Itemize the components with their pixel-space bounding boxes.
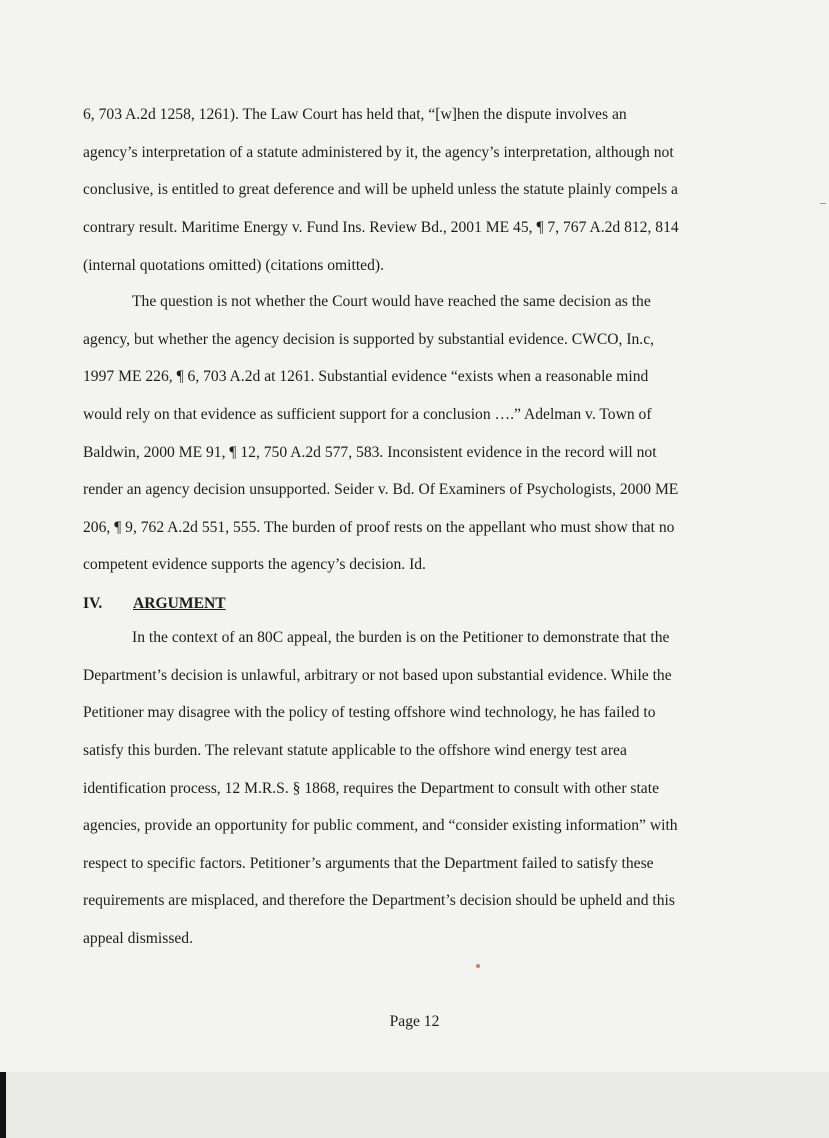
text-line: Petitioner may disagree with the policy of testing offshore wind technology, he has failed to xyxy=(83,704,656,721)
text-line: agency’s interpretation of a statute administered by it, the agency’s interpretation, although not xyxy=(83,144,674,161)
text-line: 206, ¶ 9, 762 A.2d 551, 555. The burden of proof rests on the appellant who must show that no xyxy=(83,519,675,536)
text-line: agencies, provide an opportunity for public comment, and “consider existing information” with xyxy=(83,817,678,834)
section-number: IV. xyxy=(83,595,103,612)
scan-speck xyxy=(476,964,480,968)
text-line: render an agency decision unsupported. Seider v. Bd. Of Examiners of Psychologists, 2000 ME xyxy=(83,481,679,498)
text-line: respect to specific factors. Petitioner’s arguments that the Department failed to satisfy these xyxy=(83,855,654,872)
section-heading xyxy=(83,594,226,614)
text-line: requirements are misplaced, and therefore the Department’s decision should be upheld and this xyxy=(83,892,675,909)
text-line: satisfy this burden. The relevant statute applicable to the offshore wind energy test area xyxy=(83,742,627,759)
text-line: Department’s decision is unlawful, arbitrary or not based upon substantial evidence. While the xyxy=(83,667,672,684)
scan-mark xyxy=(820,203,826,204)
text-line: identification process, 12 M.R.S. § 1868, requires the Department to consult with other state xyxy=(83,780,659,797)
text-line: contrary result. Maritime Energy v. Fund Ins. Review Bd., 2001 ME 45, ¶ 7, 767 A.2d 812, 814 xyxy=(83,219,679,236)
text-line: conclusive, is entitled to great deference and will be upheld unless the statute plainly compels a xyxy=(83,181,678,198)
text-line: Baldwin, 2000 ME 91, ¶ 12, 750 A.2d 577, 583. Inconsistent evidence in the record will not xyxy=(83,444,657,461)
scan-border xyxy=(0,1072,829,1138)
text-line: (internal quotations omitted) (citations omitted). xyxy=(83,257,384,274)
scan-border-shadow xyxy=(0,1072,6,1138)
section-title: ARGUMENT xyxy=(133,595,226,612)
text-line: In the context of an 80C appeal, the burden is on the Petitioner to demonstrate that the xyxy=(132,629,670,646)
text-line: The question is not whether the Court would have reached the same decision as the xyxy=(132,293,651,310)
text-line: 6, 703 A.2d 1258, 1261). The Law Court has held that, “[w]hen the dispute involves an xyxy=(83,106,627,123)
text-line: competent evidence supports the agency’s decision. Id. xyxy=(83,556,426,573)
page-number: Page 12 xyxy=(389,1013,440,1030)
text-line: agency, but whether the agency decision is supported by substantial evidence. CWCO, In.c, xyxy=(83,331,655,348)
text-line: would rely on that evidence as sufficient support for a conclusion ….” Adelman v. Town of xyxy=(83,406,652,423)
text-line: 1997 ME 226, ¶ 6, 703 A.2d at 1261. Substantial evidence “exists when a reasonable mind xyxy=(83,368,649,385)
text-line: appeal dismissed. xyxy=(83,930,194,947)
